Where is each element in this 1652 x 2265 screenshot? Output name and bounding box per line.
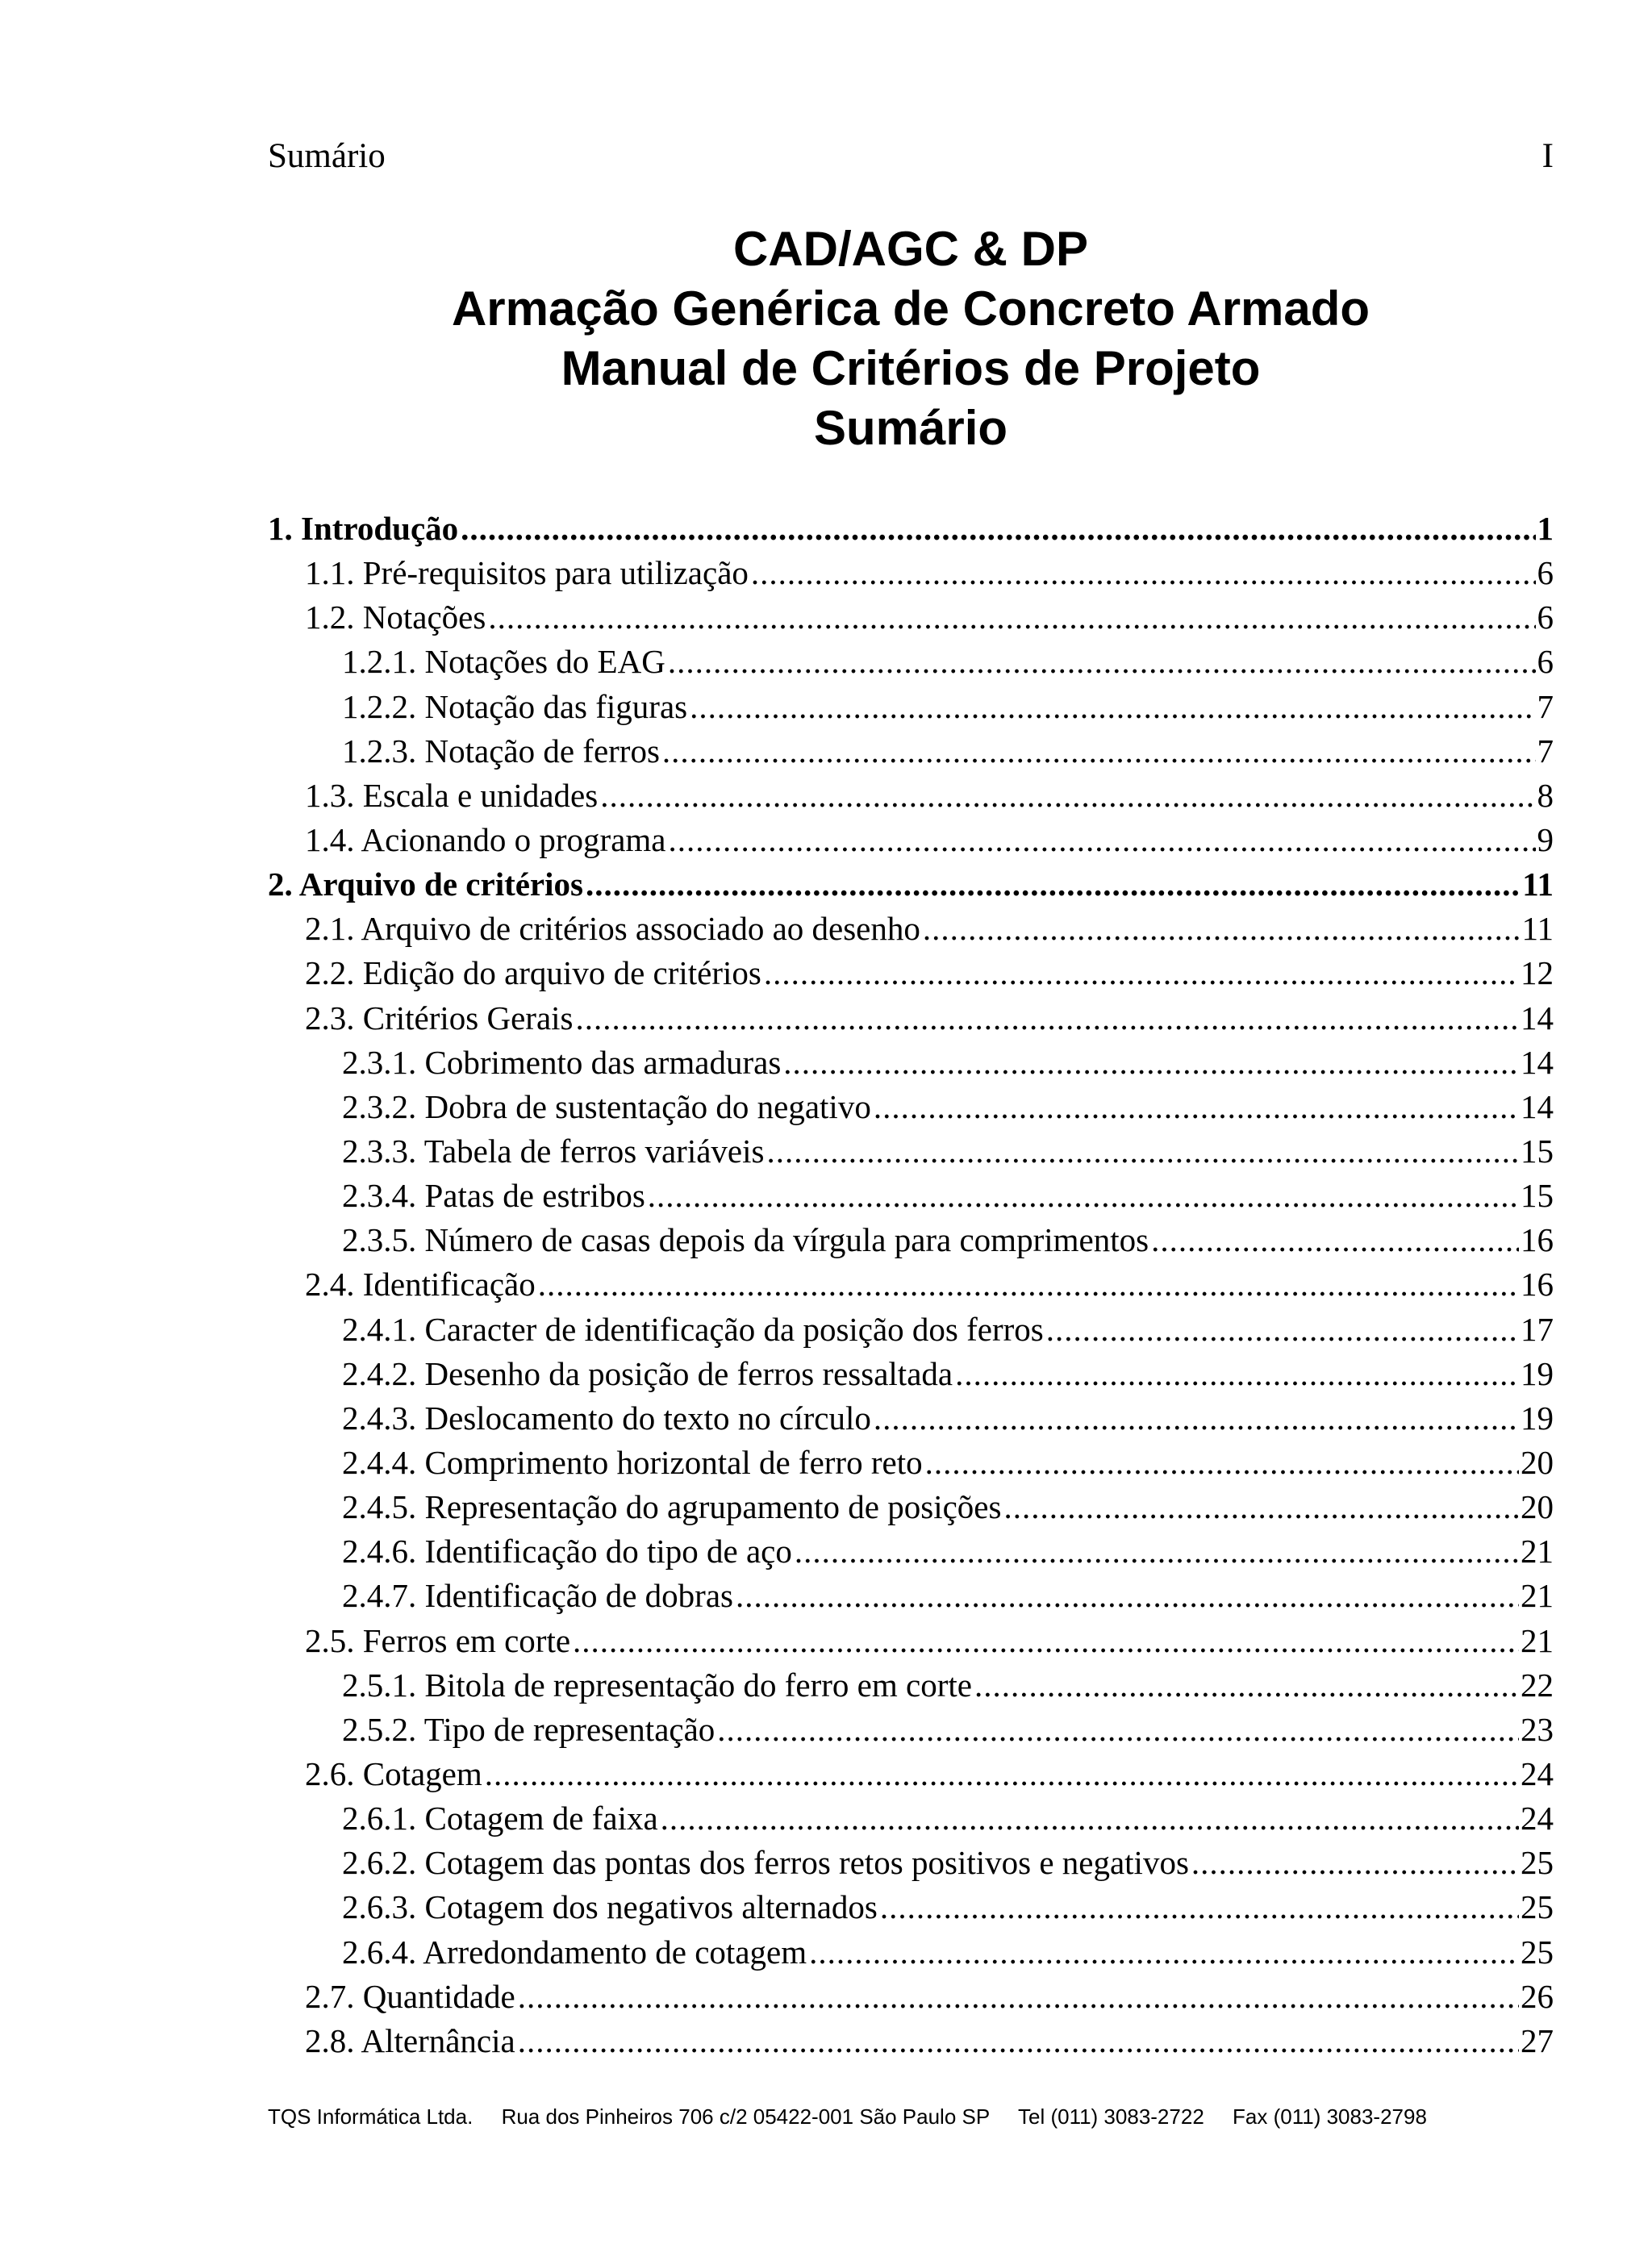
toc-dot-leader [783,1041,1519,1085]
footer-fax: Fax (011) 3083-2798 [1233,2104,1427,2129]
toc-entry[interactable] [268,1262,1554,1307]
toc-entry-label: 2.4.5. Representação do agrupamento de posições [342,1488,1002,1526]
toc-dot-leader [751,551,1536,595]
toc-dot-leader [661,1796,1519,1841]
toc-entry-page-number: 15 [1521,1132,1554,1170]
toc-entry-page-number: 11 [1522,866,1554,903]
toc-entry-label: 2.3.4. Patas de estribos [342,1177,645,1215]
toc-entry-page-number: 17 [1521,1310,1554,1348]
table-of-contents [268,507,1554,2063]
toc-entry-label: 2.4.1. Caracter de identificação da posição dos ferros [342,1310,1044,1348]
toc-entry[interactable] [268,1218,1554,1262]
toc-entry-page-number: 27 [1521,2021,1554,2059]
toc-entry[interactable] [268,818,1554,862]
toc-entry[interactable] [268,640,1554,684]
toc-dot-leader [1191,1841,1519,1885]
toc-entry[interactable] [268,1975,1554,2019]
toc-entry[interactable] [268,1885,1554,1929]
toc-entry-page-number: 21 [1521,1533,1554,1570]
toc-dot-leader [955,1352,1519,1396]
toc-entry-page-number: 14 [1521,1043,1554,1081]
toc-entry[interactable] [268,595,1554,640]
toc-dot-leader [690,685,1535,729]
toc-dot-leader [518,1975,1519,2019]
toc-entry-page-number: 12 [1521,954,1554,992]
toc-entry[interactable] [268,1085,1554,1129]
toc-entry-label: 2.5. Ferros em corte [305,1621,571,1659]
toc-entry-label: 2.6.1. Cotagem de faixa [342,1800,658,1837]
toc-entry[interactable] [268,1485,1554,1529]
toc-dot-leader [575,996,1519,1041]
toc-entry-page-number: 20 [1521,1488,1554,1526]
toc-dot-leader [662,729,1536,774]
toc-dot-leader [538,1262,1519,1307]
toc-entry-page-number: 21 [1521,1621,1554,1659]
toc-entry-page-number: 26 [1521,1977,1554,2015]
toc-dot-leader [668,818,1535,862]
toc-entry-label: 2.3.3. Tabela de ferros variáveis [342,1132,765,1170]
toc-entry[interactable] [268,1174,1554,1218]
toc-entry-label: 1.2.3. Notação de ferros [342,732,660,770]
page-footer [268,2103,1554,2130]
toc-entry-label: 2.5.2. Tipo de representação [342,1710,715,1748]
toc-dot-leader [923,907,1521,951]
toc-entry[interactable] [268,996,1554,1041]
toc-entry-label: 2.1. Arquivo de critérios associado ao desenho [305,910,920,948]
toc-entry[interactable] [268,1574,1554,1618]
toc-entry[interactable] [268,685,1554,729]
toc-entry[interactable] [268,551,1554,595]
toc-entry-page-number: 25 [1521,1933,1554,1971]
toc-entry-page-number: 20 [1521,1443,1554,1481]
toc-entry-page-number: 16 [1521,1266,1554,1304]
toc-entry-page-number: 7 [1537,687,1554,725]
toc-entry-label: 1.2. Notações [305,599,486,636]
footer-company: TQS Informática Ltda. [268,2104,473,2129]
toc-dot-leader [648,1174,1519,1218]
toc-entry-label: 1.2.2. Notação das figuras [342,687,688,725]
toc-entry-label: 2. Arquivo de critérios [268,866,583,903]
toc-entry-page-number: 23 [1521,1710,1554,1748]
toc-entry-label: 2.4.6. Identificação do tipo de aço [342,1533,792,1570]
toc-entry-label: 1. Introdução [268,510,459,547]
toc-entry-page-number: 19 [1521,1354,1554,1392]
toc-entry-label: 2.4.4. Comprimento horizontal de ferro reto [342,1443,923,1481]
toc-entry-label: 2.6.2. Cotagem das pontas dos ferros retos positivos e negativos [342,1844,1189,1882]
toc-entry[interactable] [268,507,1554,551]
toc-entry-label: 2.2. Edição do arquivo de critérios [305,954,761,992]
toc-entry-label: 2.3.5. Número de casas depois da vírgula para comprimentos [342,1221,1149,1259]
toc-dot-leader [974,1663,1519,1708]
toc-entry[interactable] [268,1441,1554,1485]
toc-entry[interactable] [268,729,1554,774]
toc-dot-leader [874,1085,1519,1129]
title-line-manual: Manual de Critérios de Projeto [561,341,1261,395]
header-page-number: I [1541,137,1554,175]
toc-entry[interactable] [268,1841,1554,1885]
toc-dot-leader [795,1529,1519,1574]
toc-entry-label: 1.2.1. Notações do EAG [342,643,665,681]
toc-entry[interactable] [268,1930,1554,1975]
title-line-subject: Armação Genérica de Concreto Armado [451,282,1370,336]
toc-entry-page-number: 9 [1537,820,1554,858]
toc-dot-leader [764,951,1519,995]
toc-entry-label: 2.5.1. Bitola de representação do ferro em corte [342,1666,972,1704]
toc-entry[interactable] [268,862,1554,907]
toc-entry[interactable] [268,774,1554,818]
toc-entry-page-number: 14 [1521,999,1554,1037]
toc-dot-leader [736,1574,1519,1618]
toc-entry-page-number: 7 [1537,732,1554,770]
toc-entry-page-number: 22 [1521,1666,1554,1704]
toc-entry-page-number: 14 [1521,1087,1554,1125]
toc-dot-leader [1151,1218,1519,1262]
toc-entry-label: 2.6. Cotagem [305,1754,482,1792]
toc-dot-leader [925,1441,1519,1485]
header-section-title: Sumário [268,137,386,175]
toc-entry-page-number: 15 [1521,1177,1554,1215]
toc-entry-page-number: 24 [1521,1800,1554,1837]
toc-dot-leader [668,640,1536,684]
toc-entry[interactable] [268,1308,1554,1352]
toc-dot-leader [573,1619,1519,1663]
title-line-section: Sumário [813,401,1008,455]
toc-dot-leader [874,1396,1519,1441]
toc-entry-page-number: 24 [1521,1754,1554,1792]
toc-dot-leader [1046,1308,1519,1352]
toc-dot-leader [485,1752,1519,1796]
toc-entry[interactable] [268,1619,1554,1663]
toc-entry-label: 2.3. Critérios Gerais [305,999,574,1037]
toc-entry-page-number: 1 [1537,510,1554,547]
toc-dot-leader [809,1930,1519,1975]
toc-entry-label: 2.6.3. Cotagem dos negativos alternados [342,1888,878,1926]
toc-entry[interactable] [268,1529,1554,1574]
toc-entry[interactable] [268,1352,1554,1396]
toc-dot-leader [461,507,1535,551]
toc-entry[interactable] [268,1708,1554,1752]
toc-entry-page-number: 25 [1521,1844,1554,1882]
toc-entry-page-number: 25 [1521,1888,1554,1926]
toc-dot-leader [518,2019,1519,2063]
footer-address: Rua dos Pinheiros 706 c/2 05422-001 São Paulo SP [501,2104,991,2129]
toc-entry-label: 2.4. Identificação [305,1266,536,1304]
toc-entry-page-number: 19 [1521,1399,1554,1437]
toc-entry[interactable] [268,1752,1554,1796]
toc-entry-page-number: 21 [1521,1577,1554,1615]
toc-entry-page-number: 11 [1521,910,1554,948]
toc-entry-label: 1.1. Pré-requisitos para utilização [305,554,749,592]
toc-entry-page-number: 6 [1537,554,1554,592]
toc-dot-leader [1003,1485,1519,1529]
toc-entry-label: 2.4.3. Deslocamento do texto no círculo [342,1399,871,1437]
toc-entry-label: 2.3.1. Cobrimento das armaduras [342,1043,782,1081]
title-line-product: CAD/AGC & DP [732,222,1088,276]
toc-dot-leader [488,595,1535,640]
toc-entry-label: 1.3. Escala e unidades [305,776,599,814]
document-title [268,219,1554,458]
toc-entry-label: 2.7. Quantidade [305,1977,515,2015]
toc-dot-leader [717,1708,1519,1752]
toc-entry-page-number: 6 [1537,643,1554,681]
toc-entry-label: 2.8. Alternância [305,2021,515,2059]
toc-entry-label: 2.4.7. Identificação de dobras [342,1577,733,1615]
toc-entry[interactable] [268,2019,1554,2063]
toc-entry-page-number: 8 [1537,776,1554,814]
toc-entry[interactable] [268,1129,1554,1174]
toc-dot-leader [880,1885,1519,1929]
toc-entry[interactable] [268,1796,1554,1841]
toc-dot-leader [586,862,1521,907]
toc-entry-label: 1.4. Acionando o programa [305,820,666,858]
toc-entry-label: 2.4.2. Desenho da posição de ferros ressaltada [342,1354,953,1392]
toc-entry[interactable] [268,1663,1554,1708]
toc-entry[interactable] [268,1396,1554,1441]
toc-dot-leader [600,774,1535,818]
toc-dot-leader [766,1129,1519,1174]
toc-entry[interactable] [268,951,1554,995]
footer-phone: Tel (011) 3083-2722 [1017,2104,1204,2129]
toc-entry-label: 2.3.2. Dobra de sustentação do negativo [342,1087,871,1125]
toc-entry[interactable] [268,907,1554,951]
running-header [268,136,1554,177]
toc-entry-page-number: 6 [1537,599,1554,636]
toc-entry[interactable] [268,1041,1554,1085]
toc-entry-label: 2.6.4. Arredondamento de cotagem [342,1933,807,1971]
toc-entry-page-number: 16 [1521,1221,1554,1259]
